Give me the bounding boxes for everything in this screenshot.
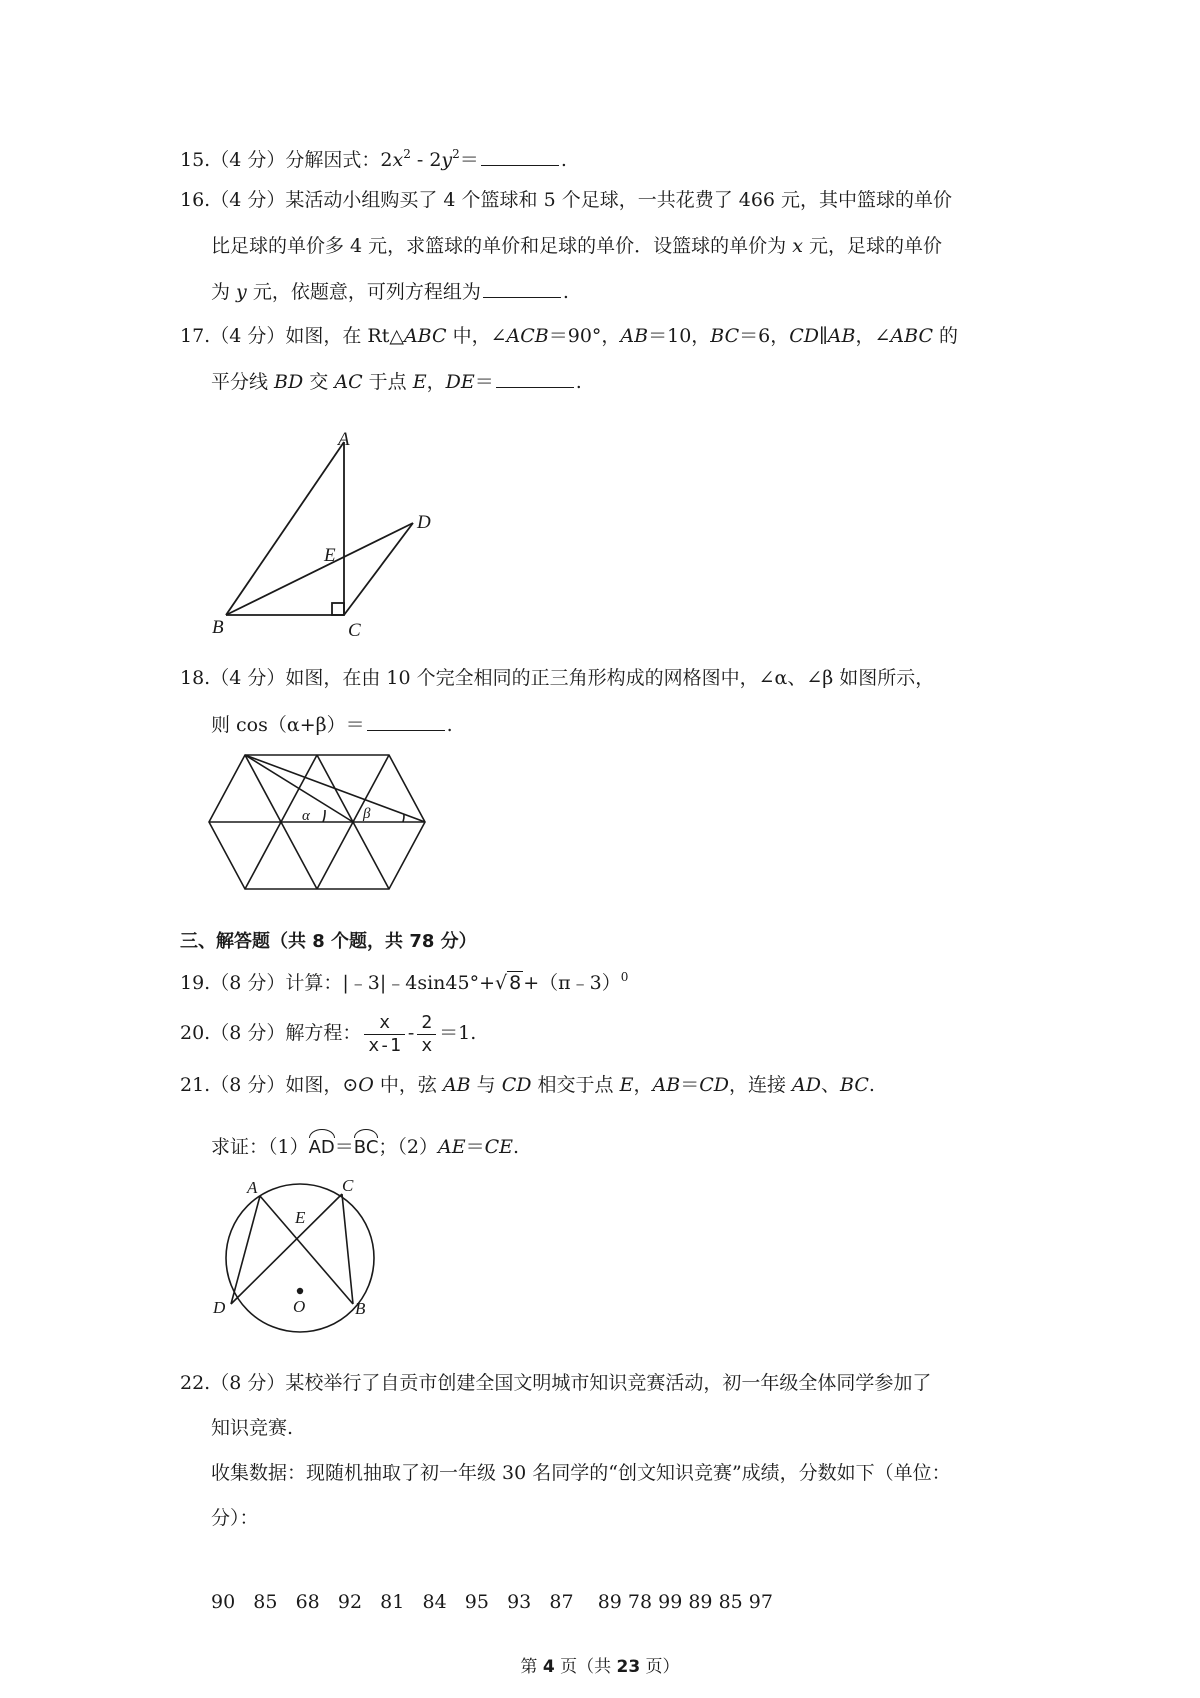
question-22: 22.（8 分）某校举行了自贡市创建全国文明城市知识竞赛活动，初一年级全体同学参加了: [180, 1372, 932, 1394]
question-18-line2: 则 cos（α+β）＝ .: [211, 714, 453, 736]
question-18: 18.（4 分）如图，在由 10 个完全相同的正三角形构成的网格图中，∠α、∠β 如图所示，: [180, 667, 935, 689]
label-b: B: [212, 617, 224, 638]
question-22-line3: 收集数据：现随机抽取了初一年级 30 名同学的“创文知识竞赛”成绩，分数如下（单位：: [211, 1462, 951, 1484]
center-dot: [297, 1288, 303, 1294]
question-17: 17.（4 分）如图，在 Rt△ABC 中，∠ACB＝90°，AB＝10，BC＝6，CD∥AB，∠ABC 的: [180, 325, 959, 347]
label-alpha: α: [302, 808, 310, 824]
beta-ray: [245, 755, 425, 822]
question-21-line2: 求证：（1）AD＝BC；（2）AE＝CE.: [211, 1136, 520, 1158]
question-22-line4: 分）：: [211, 1507, 259, 1529]
label-d: D: [213, 1298, 226, 1317]
segment-ad: [231, 1196, 260, 1304]
answer-blank: [481, 147, 559, 166]
answer-blank: [496, 369, 574, 388]
sqrt-expression: √ 8: [495, 972, 522, 994]
question-score: （8 分）: [210, 1074, 286, 1096]
label-a: A: [338, 430, 350, 450]
answer-blank: [483, 279, 561, 298]
question-number: 21.: [180, 1074, 211, 1096]
triangle-figure: [200, 430, 460, 640]
segment-bd: [226, 523, 413, 615]
question-score: （4 分）: [210, 149, 286, 171]
question-16: 16.（4 分）某活动小组购买了 4 个篮球和 5 个足球，一共花费了 466 元，其中篮球的单价: [180, 189, 953, 211]
question-number: 15.: [180, 149, 211, 171]
question-19: 19.（8 分）计算：|﹣3|﹣4sin45°+√ 8 +（π﹣3）$^0$: [180, 970, 629, 994]
question-17-line2: 平分线 BD 交 AC 于点 E，DE＝ .: [211, 371, 582, 393]
question-score: （8 分）: [210, 972, 286, 994]
question-number: 17.: [180, 325, 211, 347]
label-c: C: [342, 1176, 354, 1195]
label-e: E: [295, 1208, 306, 1227]
question-score: （8 分）: [210, 1022, 286, 1044]
question-number: 19.: [180, 972, 211, 994]
arc-bc: BC: [353, 1137, 379, 1158]
page-footer: 第 4 页（共 23 页）: [520, 1657, 680, 1677]
page-total: 23: [616, 1657, 641, 1677]
label-d: D: [417, 512, 431, 533]
question-number: 22.: [180, 1372, 211, 1394]
label-a: A: [247, 1178, 258, 1197]
question-score: （4 分）: [210, 325, 286, 347]
segment-ab: [226, 442, 344, 615]
fraction-2: $\frac{2}{x}$: [417, 1012, 436, 1057]
question-16-line3: 为 y 元，依题意，可列方程组为 .: [211, 281, 569, 303]
question-20: 20.（8 分）解方程： $\frac{x}{x-1}$ - $\frac{2}{x}$ ＝1.: [180, 1011, 477, 1056]
fraction-1: $\frac{x}{x-1}$: [364, 1012, 405, 1057]
page-number: 4: [542, 1657, 555, 1677]
label-b: B: [355, 1299, 366, 1318]
question-number: 16.: [180, 189, 211, 211]
question-score: （4 分）: [210, 189, 286, 211]
question-15: 15.（4 分）分解因式：$2x^2 - 2y^2=$ .: [180, 147, 567, 171]
label-c: C: [348, 620, 361, 640]
question-score: （8 分）: [210, 1372, 286, 1394]
question-score: （4 分）: [210, 667, 286, 689]
question-21: 21.（8 分）如图，⊙O 中，弦 AB 与 CD 相交于点 E，AB＝CD，连接 AD、BC.: [180, 1074, 875, 1096]
label-o: O: [293, 1297, 306, 1316]
question-16-line2: 比足球的单价多 4 元，求篮球的单价和足球的单价．设篮球的单价为 x 元，足球的单价: [211, 235, 942, 257]
question-number: 20.: [180, 1022, 211, 1044]
segment-bc: [342, 1194, 353, 1304]
question-22-line2: 知识竞赛.: [211, 1417, 294, 1439]
arc-ad: AD: [308, 1137, 335, 1158]
right-angle-mark: [332, 603, 344, 615]
label-e: E: [324, 545, 336, 566]
circle-figure: [205, 1172, 395, 1342]
triangle-grid-figure: [205, 752, 445, 902]
section-heading: 三、解答题（共 8 个题，共 78 分）: [180, 931, 477, 952]
score-data: 90 85 68 92 81 84 95 93 87 89 78 99 89 85 97: [211, 1591, 773, 1613]
question-number: 18.: [180, 667, 211, 689]
chord-ab: [260, 1196, 353, 1304]
segment-cd: [344, 523, 413, 615]
chord-cd: [231, 1194, 342, 1304]
label-beta: β: [363, 806, 371, 822]
answer-blank: [367, 712, 445, 731]
